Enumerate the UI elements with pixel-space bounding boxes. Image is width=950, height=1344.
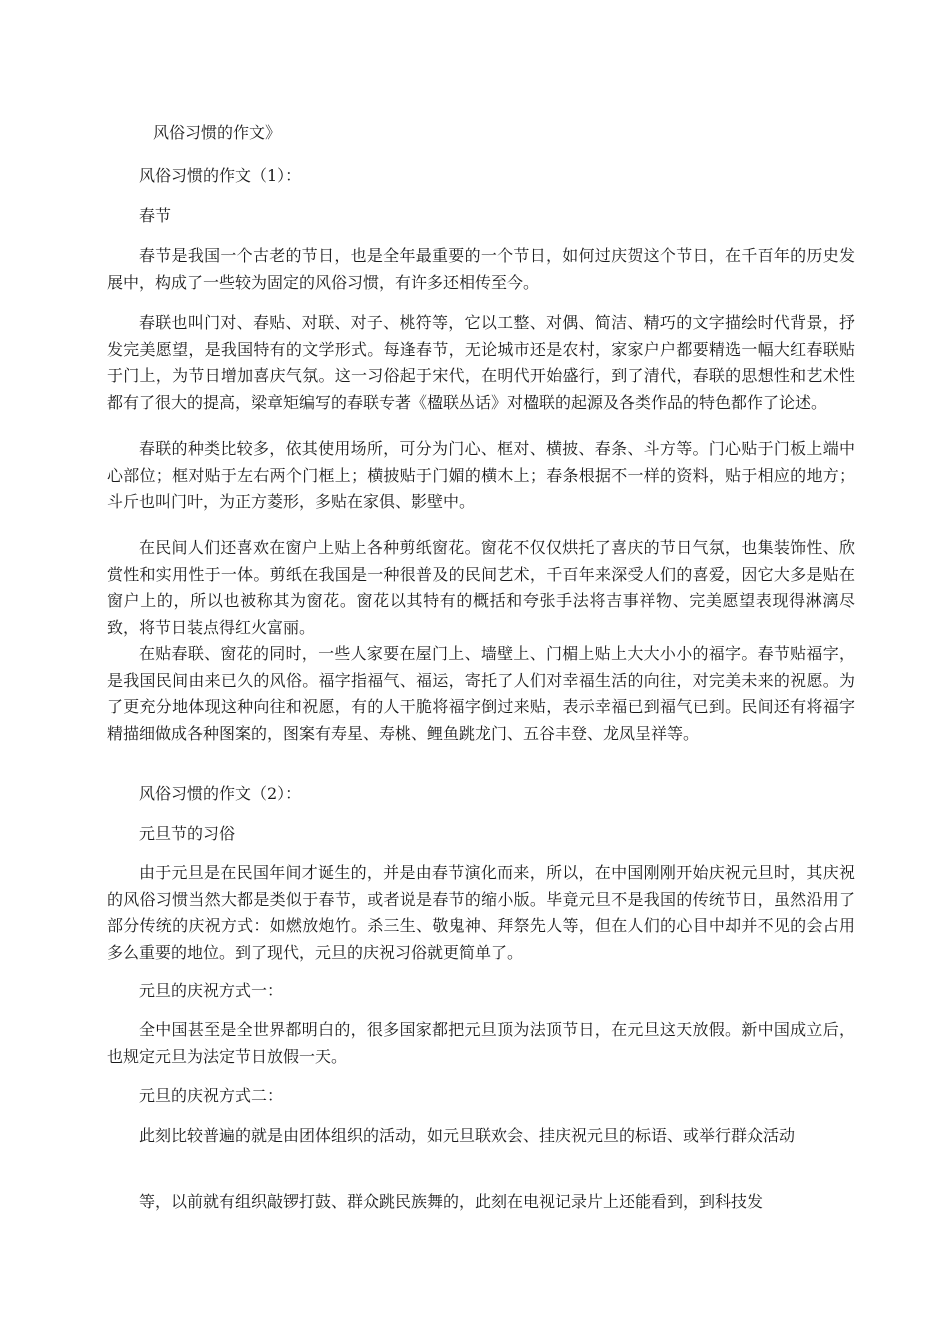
section-heading-1: 风俗习惯的作文（1）： <box>139 166 302 185</box>
section-topic-1: 春节 <box>139 206 172 225</box>
paragraph: 全中国甚至是全世界都明白的，很多国家都把元旦顶为法顶节日，在元旦这天放假。新中国成立后，也规定元旦为法定节日放假一天。 <box>107 1020 855 1066</box>
paragraph: 此刻比较普遍的就是由团体组织的活动，如元旦联欢会、挂庆祝元旦的标语、或举行群众活动 <box>139 1126 796 1145</box>
paragraph: 由于元旦是在民国年间才诞生的，并是由春节演化而来，所以，在中国刚刚开始庆祝元旦时，其庆祝的风俗习惯当然大都是类似于春节，或者说是春节的缩小版。毕竟元旦不是我国的传统节日，虽然沿用了部分传统的庆祝方式：如燃放炮竹。杀三生、敬鬼神、拜祭先人等，但在人们的心目中却并不见的会占用多么重要的地位。到了现代，元旦的庆祝习俗就更简单了。 <box>107 863 855 962</box>
paragraph: 春节是我国一个古老的节日，也是全年最重要的一个节日，如何过庆贺这个节日，在千百年的历史发展中，构成了一些较为固定的风俗习惯，有许多还相传至今。 <box>107 246 855 292</box>
paragraph: 在贴春联、窗花的同时，一些人家要在屋门上、墙壁上、门楣上贴上大大小小的福字。春节贴福字，是我国民间由来已久的风俗。福字指福气、福运，寄托了人们对幸福生活的向往，对完美未来的祝愿。为了更充分地体现这种向往和祝愿，有的人干脆将福字倒过来贴，表示幸福已到福气已到。民间还有将福字精描细做成各种图案的，图案有寿星、寿桃、鲤鱼跳龙门、五谷丰登、龙凤呈祥等。 <box>107 644 855 743</box>
section-heading-2: 风俗习惯的作文（2）： <box>139 784 302 803</box>
paragraph: 春联也叫门对、春贴、对联、对子、桃符等，它以工整、对偶、简洁、精巧的文字描绘时代背景，抒发完美愿望，是我国特有的文学形式。每逢春节，无论城市还是农村，家家户户都要精选一幅大红春联贴于门上，为节日增加喜庆气氛。这一习俗起于宋代，在明代开始盛行，到了清代，春联的思想性和艺术性都有了很大的提高，梁章矩编写的春联专著《楹联丛话》对楹联的起源及各类作品的特色都作了论述。 <box>107 313 855 412</box>
paragraph: 等，以前就有组织敲锣打鼓、群众跳民族舞的，此刻在电视记录片上还能看到，到科技发 <box>139 1192 764 1211</box>
subheading-way-2: 元旦的庆祝方式二： <box>139 1086 284 1105</box>
section-topic-2: 元旦节的习俗 <box>139 824 236 843</box>
document-title: 风俗习惯的作文》 <box>153 123 282 142</box>
subheading-way-1: 元旦的庆祝方式一： <box>139 981 284 1000</box>
paragraph: 春联的种类比较多，依其使用场所，可分为门心、框对、横披、春条、斗方等。门心贴于门板上端中心部位；框对贴于左右两个门框上；横披贴于门媚的横木上；春条根据不一样的资料，贴于相应的地方；斗斤也叫门叶，为正方菱形，多贴在家俱、影壁中。 <box>107 439 855 511</box>
paragraph: 在民间人们还喜欢在窗户上贴上各种剪纸窗花。窗花不仅仅烘托了喜庆的节日气氛，也集装饰性、欣赏性和实用性于一体。剪纸在我国是一种很普及的民间艺术，千百年来深受人们的喜爱，因它大多是贴在窗户上的，所以也被称其为窗花。窗花以其特有的概括和夸张手法将吉事祥物、完美愿望表现得淋漓尽致，将节日装点得红火富丽。 <box>107 538 855 637</box>
